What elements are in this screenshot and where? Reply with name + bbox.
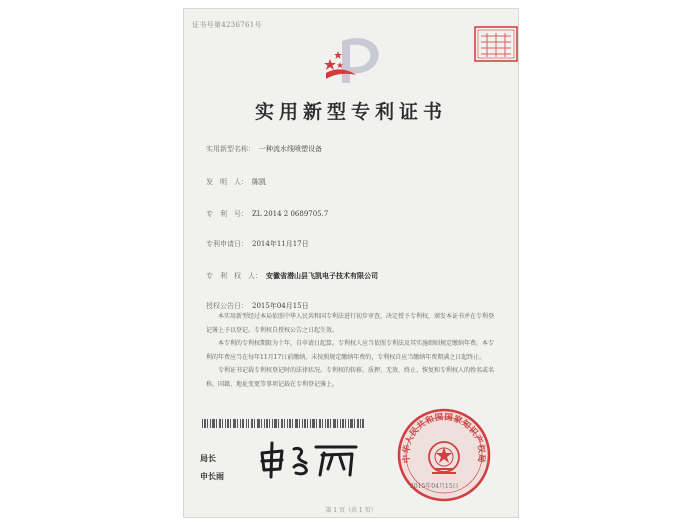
field-inventor bbox=[206, 177, 266, 187]
barcode-icon bbox=[202, 419, 364, 428]
field-label: 发 明 人： bbox=[206, 178, 248, 186]
seal-date: 2015年04月15日 bbox=[410, 483, 459, 490]
director-name: 申长雨 bbox=[200, 471, 224, 481]
field-patent-number bbox=[206, 209, 328, 219]
certificate-number: 证书号第4236761号 bbox=[192, 21, 262, 29]
page-number: 第 1 页（共 1 页） bbox=[325, 507, 377, 514]
patent-office-logo-icon bbox=[320, 33, 384, 85]
corner-stamp-icon bbox=[473, 23, 519, 65]
field-application-date bbox=[206, 239, 309, 249]
field-label: 实用新型名称： bbox=[206, 145, 255, 153]
handwritten-signature-icon bbox=[258, 439, 366, 479]
certificate-title: 实用新型专利证书 bbox=[254, 101, 447, 123]
patent-certificate bbox=[183, 8, 519, 518]
field-value: 2014年11月17日 bbox=[252, 240, 309, 248]
body-paragraph: 本专利的专利权期限为十年，自申请日起算。专利权人应当依照专利法及其实施细则规定缴纳年费。本专利的年费应当在每年11月17日前缴纳。未按照规定缴纳年费的，专利权自应当缴纳年费期满之日起终止。 bbox=[206, 340, 495, 361]
signature-labels bbox=[200, 449, 224, 485]
certificate-body bbox=[206, 310, 496, 391]
field-value: 一种流水线喷塑设备 bbox=[259, 145, 322, 153]
director-title: 局长 bbox=[200, 453, 216, 463]
field-value: 安徽省潜山县飞凯电子技术有限公司 bbox=[266, 271, 378, 280]
body-paragraph: 专利证书记载专利权登记时的法律状况。专利权的转移、质押、无效、终止、恢复和专利权人的姓名或名称、国籍、地址变更等事项记载在专利登记簿上。 bbox=[206, 367, 495, 388]
field-label: 专 利 权 人： bbox=[206, 272, 262, 280]
field-value: 2015年04月15日 bbox=[252, 302, 309, 310]
seal-text: 中华人民共和国国家知识产权局 bbox=[400, 411, 488, 464]
field-value: ZL 2014 2 0689705.7 bbox=[252, 210, 329, 218]
body-paragraph: 本实用新型经过本局依照中华人民共和国专利法进行初步审查，决定授予专利权，颁发本证书并在专利登记簿上予以登记。专利权自授权公告之日起生效。 bbox=[206, 313, 495, 334]
field-label: 授权公告日： bbox=[206, 302, 248, 310]
field-value: 陈凯 bbox=[252, 178, 266, 186]
field-label: 专 利 号： bbox=[206, 210, 248, 218]
field-label: 专利申请日： bbox=[206, 240, 248, 248]
field-utility-model-name bbox=[206, 144, 322, 154]
field-patentee bbox=[206, 271, 378, 281]
